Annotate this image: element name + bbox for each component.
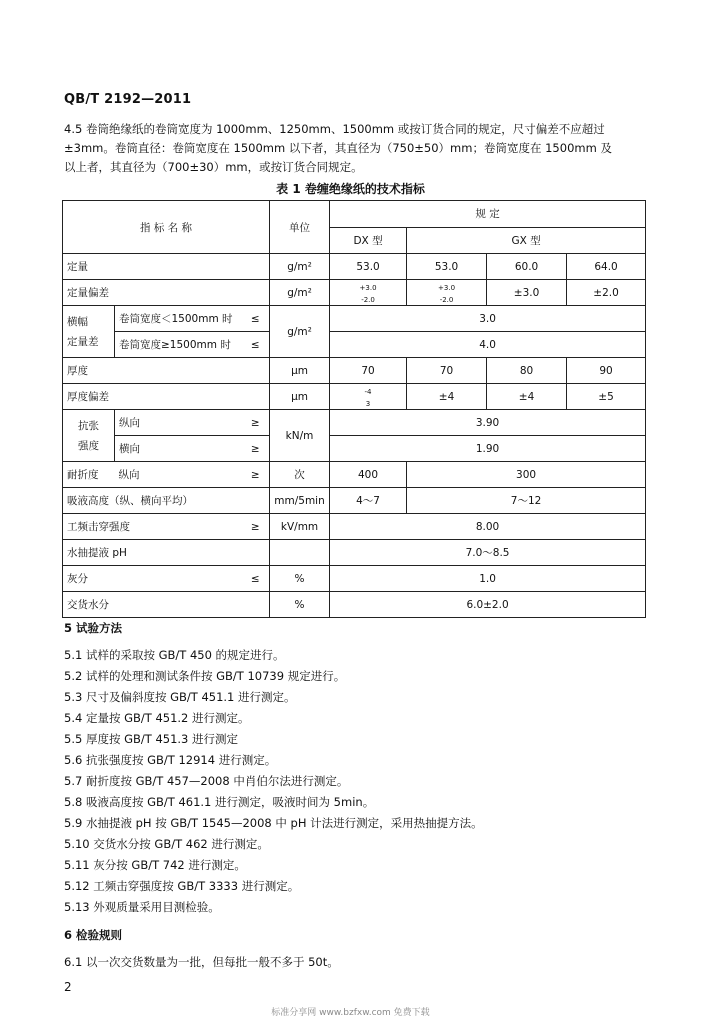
clause-6-1: 6.1 以一次交货数量为一批，但每批一般不多于 50t。	[64, 955, 339, 969]
clause-4-5-line-2: ±3mm。卷筒直径：卷筒宽度在 1500mm 以下者，其直径为（750±50）mm；卷筒宽度在 1500mm 及	[64, 141, 612, 155]
table-row: 吸液高度（纵、横向平均） mm/5min 4～7 7～12	[63, 488, 646, 514]
table-header-row	[63, 201, 646, 228]
section-5-title: 5 试验方法	[64, 621, 123, 635]
clause-5-2: 5.2 试样的处理和测试条件按 GB/T 10739 规定进行。	[64, 669, 346, 683]
table-row: 耐折度 纵向 ≥ 次 400 300	[63, 462, 646, 488]
header-spec: 规 定	[330, 201, 646, 228]
clause-5-8: 5.8 吸液高度按 GB/T 461.1 进行测定，吸液时间为 5min。	[64, 795, 375, 809]
table-row: 交货水分 % 6.0±2.0	[63, 592, 646, 618]
clause-5-1: 5.1 试样的采取按 GB/T 450 的规定进行。	[64, 648, 285, 662]
clause-5-4: 5.4 定量按 GB/T 451.2 进行测定。	[64, 711, 250, 725]
page-number: 2	[64, 980, 72, 994]
clause-4-5-line-1: 4.5 卷筒绝缘纸的卷筒宽度为 1000mm、1250mm、1500mm 或按订货合同的规定，尺寸偏差不应超过	[64, 122, 605, 136]
clause-5-11: 5.11 灰分按 GB/T 742 进行测定。	[64, 858, 246, 872]
table-row: 厚度 μm 70 70 80 90	[63, 358, 646, 384]
clause-5-13: 5.13 外观质量采用目测检验。	[64, 900, 220, 914]
header-item: 指 标 名 称	[63, 201, 270, 254]
table-row: 厚度偏差 μm -4 3 ±4 ±4 ±5	[63, 384, 646, 410]
clause-5-9: 5.9 水抽提液 pH 按 GB/T 1545—2008 中 pH 计法进行测定，采用热抽提方法。	[64, 816, 483, 830]
table-row: 抗张 强度 纵向 ≥ kN/m 3.90	[63, 410, 646, 436]
header-dx: DX 型	[330, 227, 407, 254]
clause-5-3: 5.3 尺寸及偏斜度按 GB/T 451.1 进行测定。	[64, 690, 296, 704]
clause-5-7: 5.7 耐折度按 GB/T 457—2008 中肖伯尔法进行测定。	[64, 774, 349, 788]
table-caption: 表 1 卷缠绝缘纸的技术指标	[276, 182, 425, 196]
table-row: 定量 g/m² 53.0 53.0 60.0 64.0	[63, 254, 646, 280]
clause-5-10: 5.10 交货水分按 GB/T 462 进行测定。	[64, 837, 269, 851]
spec-table	[62, 200, 646, 618]
watermark-text: 标准分享网 www.bzfxw.com 免费下载	[271, 1008, 430, 1018]
clause-4-5-line-3: 以上者，其直径为（700±30）mm，或按订货合同规定。	[64, 160, 363, 174]
header-gx: GX 型	[407, 227, 646, 254]
table-row: 工频击穿强度 ≥ kV/mm 8.00	[63, 514, 646, 540]
clause-5-12: 5.12 工频击穿强度按 GB/T 3333 进行测定。	[64, 879, 300, 893]
section-6-title: 6 检验规则	[64, 928, 123, 942]
table-row: 横幅 定量差 卷筒宽度＜1500mm 时 ≤ g/m² 3.0	[63, 306, 646, 332]
table-row: 灰分 ≤ % 1.0	[63, 566, 646, 592]
table-row: 卷筒宽度≥1500mm 时 ≤ 4.0	[63, 332, 646, 358]
document-header: QB/T 2192—2011	[64, 92, 192, 107]
table-row: 水抽提液 pH 7.0～8.5	[63, 540, 646, 566]
clause-5-6: 5.6 抗张强度按 GB/T 12914 进行测定。	[64, 753, 277, 767]
table-row: 横向 ≥ 1.90	[63, 436, 646, 462]
header-unit: 单位	[270, 201, 330, 254]
clause-5-5: 5.5 厚度按 GB/T 451.3 进行测定	[64, 732, 239, 746]
table-row: 定量偏差 g/m² +3.0 -2.0 +3.0 -2.0 ±3.0 ±2.0	[63, 280, 646, 306]
